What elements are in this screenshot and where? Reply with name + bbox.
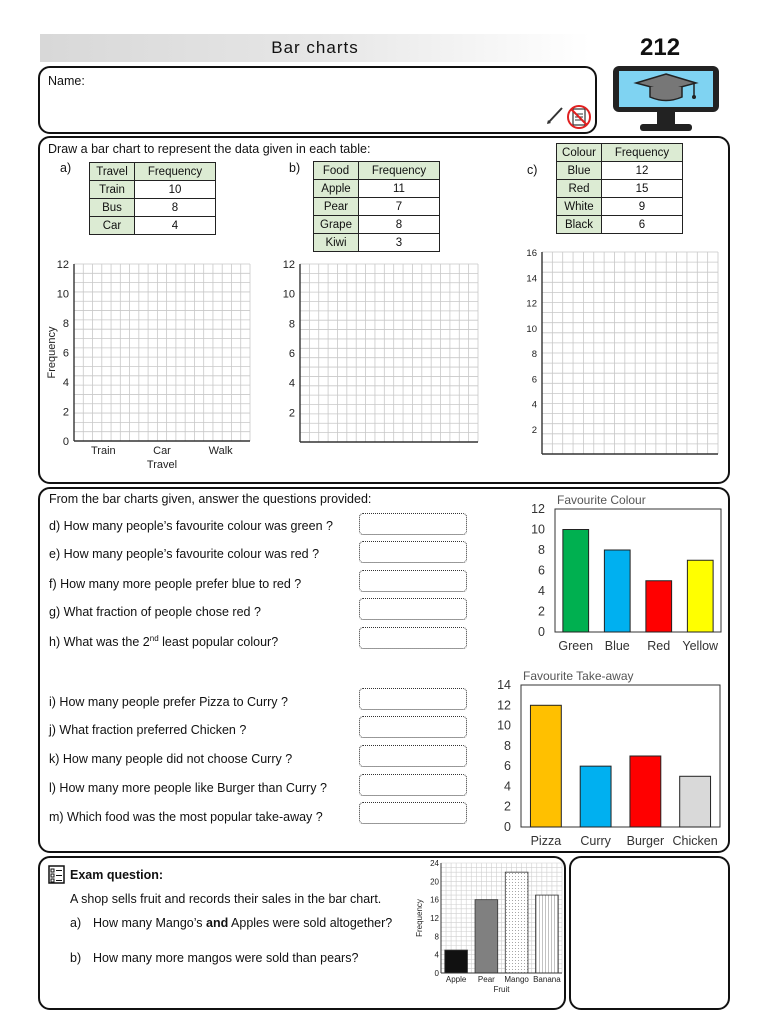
exam-heading: Exam question: [70, 868, 164, 882]
y-tick-label: 2 [504, 799, 511, 814]
name-box[interactable] [38, 66, 597, 134]
answer-box-m[interactable] [359, 802, 467, 824]
y-tick-label: 8 [538, 543, 545, 557]
y-tick-label: 14 [526, 273, 537, 285]
section2-instruction: From the bar charts given, answer the questions provided: [49, 492, 372, 506]
question-d: d) How many people’s favourite colour was green ? [49, 519, 333, 533]
answer-area[interactable] [569, 856, 730, 1010]
grid-chart-a[interactable] [44, 258, 254, 476]
y-tick-label: 12 [282, 259, 295, 271]
x-tick-label: Chicken [672, 834, 718, 848]
y-tick-label: 10 [282, 288, 295, 301]
pencil-icon [545, 104, 567, 126]
grid-chart-b[interactable] [280, 258, 490, 448]
answer-box-e[interactable] [359, 541, 467, 563]
exam-intro: A shop sells fruit and records their sales in the bar chart. [70, 892, 382, 906]
y-tick-label: 6 [538, 563, 545, 578]
y-tick-label: 2 [531, 424, 537, 436]
grid-chart-c[interactable] [522, 248, 722, 456]
bar-yellow [687, 560, 713, 632]
x-axis-label: Fruit [493, 985, 510, 994]
exam-question-b-label: b) [70, 951, 82, 965]
y-tick-label: 16 [526, 248, 537, 259]
y-tick-label: 10 [526, 323, 537, 335]
x-tick-label: Train [91, 445, 116, 457]
bar-pizza [530, 705, 561, 827]
x-tick-label: Banana [533, 975, 561, 984]
x-tick-label: Burger [626, 834, 665, 848]
y-tick-label: 4 [434, 950, 439, 960]
question-l: l) How many more people like Burger than Curry ? [49, 781, 327, 795]
y-tick-label: 10 [56, 288, 69, 301]
x-tick-label: Red [647, 639, 671, 653]
question-e: e) How many people’s favourite colour was red ? [49, 547, 320, 561]
section1-instruction: Draw a bar chart to represent the data given in each table: [48, 142, 371, 156]
y-tick-label: 12 [497, 698, 511, 713]
y-tick-label: 10 [531, 522, 545, 537]
x-tick-label: Curry [580, 834, 611, 848]
y-tick-label: 2 [538, 604, 545, 619]
y-tick-label: 14 [497, 678, 511, 692]
x-tick-label: Yellow [682, 639, 719, 653]
y-tick-label: 10 [497, 718, 511, 733]
bar-burger [630, 756, 661, 827]
bar-banana [536, 895, 559, 973]
question-h: h) What was the 2nd least popular colour? [49, 634, 279, 650]
food-table: Food Frequency Apple 11 Pear 7 Grape 8 Kiwi 3 [313, 161, 440, 252]
bar-red [646, 581, 672, 632]
bar-mango [505, 872, 528, 973]
bar-curry [580, 766, 611, 827]
favourite-takeaway-chart [488, 666, 726, 852]
checklist-icon [48, 865, 66, 885]
colour-table: Colour Frequency Blue 12 Red 15 White 9 Black 6 [556, 143, 683, 234]
y-tick-label: 12 [56, 259, 69, 271]
graduation-monitor-icon [610, 64, 722, 136]
travel-table: Travel Frequency Train 10 Bus 8 Car 4 [89, 162, 216, 235]
y-axis-label: Frequency [46, 326, 58, 379]
exam-question-a: How many Mango’s and Apples were sold altogether? [93, 916, 393, 930]
question-k: k) How many people did not choose Curry ? [49, 752, 293, 766]
x-tick-label: Pizza [530, 834, 562, 848]
question-i: i) How many people prefer Pizza to Curry ? [49, 695, 288, 709]
x-tick-label: Mango [504, 975, 529, 984]
y-tick-label: 8 [531, 349, 537, 360]
y-tick-label: 0 [504, 820, 511, 834]
y-tick-label: 4 [288, 377, 295, 390]
y-tick-label: 16 [430, 895, 439, 905]
question-f: f) How many more people prefer blue to red ? [49, 577, 302, 591]
y-tick-label: 8 [288, 318, 295, 331]
bar-pear [475, 900, 498, 973]
y-tick-label: 6 [531, 374, 537, 386]
question-g: g) What fraction of people chose red ? [49, 605, 261, 619]
y-tick-label: 4 [531, 399, 537, 411]
no-calculator-icon [566, 104, 592, 130]
favourite-colour-chart [505, 492, 725, 658]
chart-title: Favourite Colour [557, 493, 646, 507]
y-tick-label: 12 [531, 502, 545, 516]
chart-title: Favourite Take-away [523, 669, 634, 683]
question-m: m) Which food was the most popular take-away ? [49, 810, 323, 824]
y-tick-label: 4 [504, 779, 511, 794]
answer-box-k[interactable] [359, 745, 467, 767]
answer-box-j[interactable] [359, 716, 467, 738]
bar-apple [445, 950, 468, 973]
answer-box-i[interactable] [359, 688, 467, 710]
table-b-label: b) [289, 161, 301, 175]
bar-blue [604, 550, 630, 632]
y-axis-label: Frequency [415, 899, 424, 937]
y-tick-label: 12 [430, 914, 439, 923]
x-tick-label: Walk [208, 445, 233, 457]
y-tick-label: 6 [504, 759, 511, 774]
x-tick-label: Pear [477, 975, 495, 984]
worksheet-number: 212 [640, 34, 681, 61]
y-tick-label: 0 [62, 436, 69, 448]
fruit-sales-chart [412, 857, 568, 997]
y-tick-label: 8 [504, 738, 511, 753]
y-tick-label: 0 [434, 969, 439, 978]
answer-box-l[interactable] [359, 774, 467, 796]
answer-box-f[interactable] [359, 570, 467, 592]
bar-chicken [680, 776, 711, 827]
x-tick-label: Car [153, 445, 171, 457]
table-c-label: c) [527, 163, 538, 177]
y-tick-label: 8 [434, 932, 439, 942]
y-tick-label: 12 [526, 298, 537, 310]
y-tick-label: 20 [430, 877, 439, 887]
answer-box-d[interactable] [359, 513, 467, 535]
answer-box-g[interactable] [359, 598, 467, 620]
y-tick-label: 0 [538, 625, 545, 639]
y-tick-label: 8 [62, 318, 69, 330]
question-j: j) What fraction preferred Chicken ? [49, 723, 247, 737]
answer-box-h[interactable] [359, 627, 467, 649]
exam-question-a-label: a) [70, 916, 82, 930]
y-tick-label: 4 [62, 377, 69, 389]
exam-question-b: How many more mangos were sold than pears? [93, 951, 359, 965]
table-a-label: a) [60, 161, 72, 175]
y-tick-label: 4 [538, 584, 545, 598]
bar-green [563, 530, 589, 633]
name-label: Name: [48, 74, 85, 88]
x-axis-label: Travel [146, 459, 178, 471]
y-tick-label: 24 [430, 859, 439, 868]
y-tick-label: 6 [288, 348, 295, 360]
x-tick-label: Apple [445, 975, 467, 984]
page-title: Bar charts [40, 34, 590, 62]
x-tick-label: Green [558, 639, 594, 653]
y-tick-label: 6 [62, 347, 69, 360]
y-tick-label: 2 [62, 406, 69, 419]
x-tick-label: Blue [604, 639, 630, 653]
y-tick-label: 2 [288, 407, 295, 420]
